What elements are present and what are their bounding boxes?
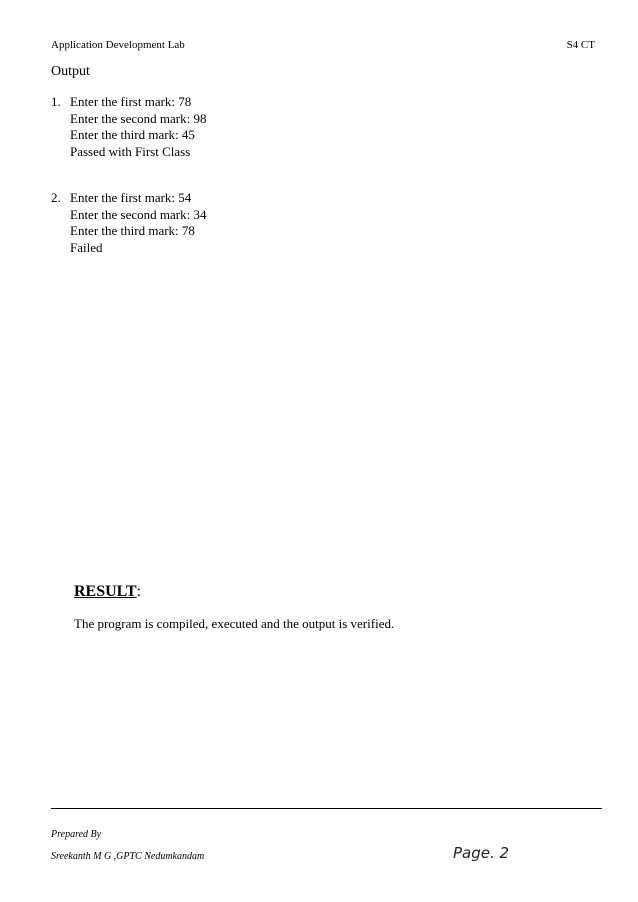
result-heading: [74, 583, 141, 601]
result-text: The program is compiled, executed and the output is verified.: [74, 616, 395, 631]
result-heading-colon: :: [136, 583, 142, 600]
header-class-code: S4 CT: [566, 39, 595, 51]
output-line: Failed: [70, 239, 103, 255]
output-line: Enter the first mark: 78: [70, 94, 192, 109]
header-lab-name: Application Development Lab: [51, 39, 185, 51]
output-run-1: [51, 94, 206, 160]
output-run-2: [51, 190, 206, 256]
page-number: Page. 2: [453, 844, 510, 862]
result-heading-label: RESULT: [74, 583, 137, 600]
footer-divider: [51, 808, 602, 809]
output-line: Enter the third mark: 45: [70, 127, 195, 142]
output-title: Output: [51, 64, 90, 79]
output-line: Enter the third mark: 78: [70, 223, 195, 238]
run-number: 1.: [51, 94, 61, 109]
prepared-by-label: Prepared By: [51, 829, 102, 840]
output-line: Passed with First Class: [70, 143, 191, 159]
run-lines: [70, 94, 206, 160]
output-line: Enter the second mark: 34: [70, 206, 207, 222]
output-line: Enter the second mark: 98: [70, 110, 207, 126]
run-number: 2.: [51, 190, 61, 205]
run-lines: [70, 190, 206, 256]
output-line: Enter the first mark: 54: [70, 190, 192, 205]
author-name: Sreekanth M G ,GPTC Nedumkandam: [51, 851, 205, 862]
